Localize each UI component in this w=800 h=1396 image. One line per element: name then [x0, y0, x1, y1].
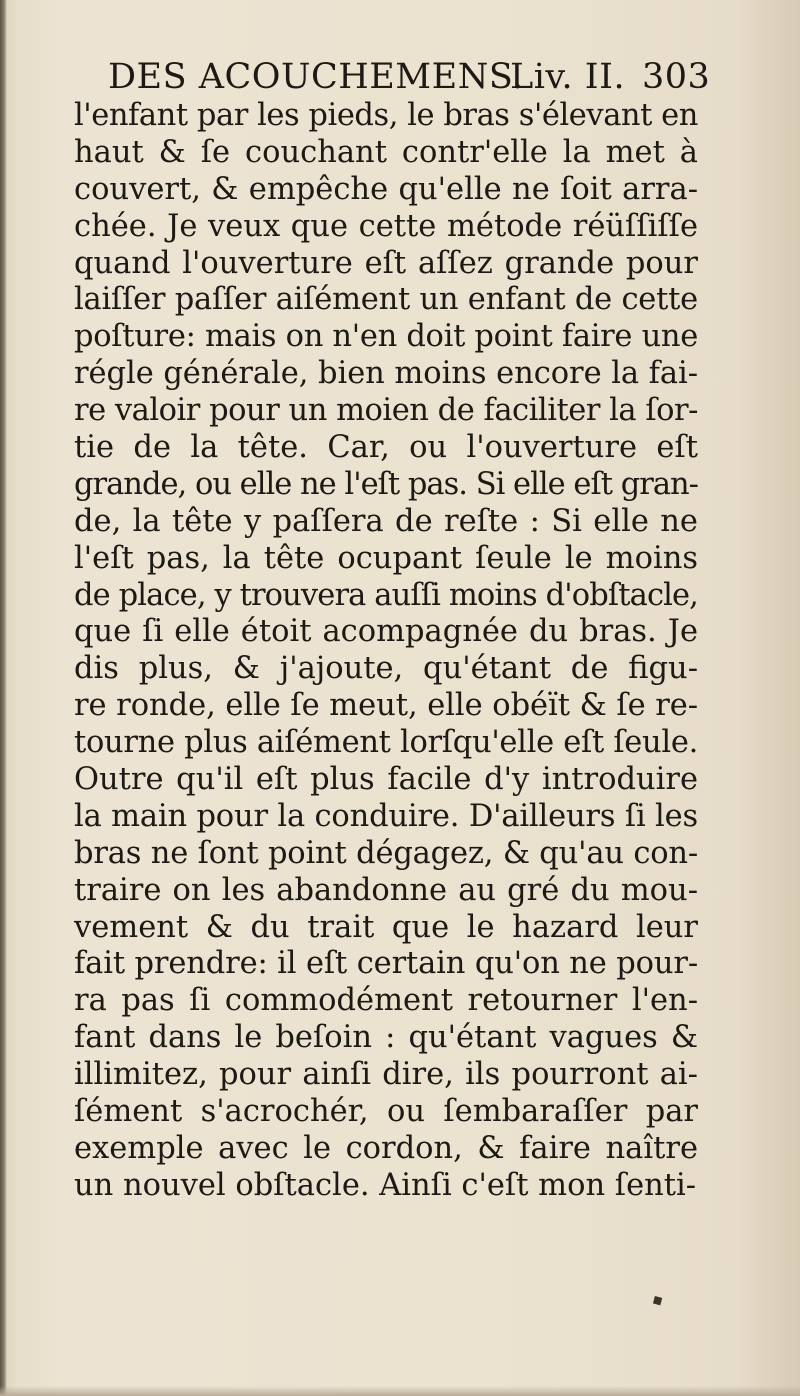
page-bottom-edge	[0, 1386, 800, 1396]
text-line: régle générale, bien moins encore la fai-	[74, 356, 699, 392]
text-line: illimitez, pour ainſi dire, ils pourront ai-	[74, 1057, 698, 1093]
text-line: dis plus, & j'ajoute, qu'étant de figu-	[74, 651, 698, 687]
running-head	[108, 56, 711, 98]
page-spine-shadow	[0, 0, 7, 1396]
text-line: grande, ou elle ne l'eſt pas. Si elle eſt gran-	[74, 466, 698, 502]
text-line: fait prendre: il eſt certain qu'on ne pour-	[74, 946, 698, 982]
page-number: 303	[642, 57, 711, 97]
ink-mark-icon: ◆	[648, 1290, 667, 1310]
text-line: couvert, & empêche qu'elle ne ſoit arra-	[74, 171, 698, 207]
text-line: la main pour la conduire. D'ailleurs ſi les	[74, 798, 698, 834]
text-line: de place, y trouvera auſſi moins d'obſtacle,	[74, 577, 698, 613]
text-line: poſture: mais on n'en doit point faire une	[74, 319, 698, 355]
text-line: bras ne ſont point dégagez, & qu'au con-	[74, 835, 698, 871]
text-line: ſément s'acrochér, ou ſembaraſſer par	[74, 1094, 698, 1130]
text-line: Outre qu'il eſt plus facile d'y introduire	[74, 762, 698, 798]
text-line: laiſſer paſſer aiſément un enfant de cette	[74, 282, 698, 318]
text-line: un nouvel obſtacle. Ainſi c'eſt mon ſenti-	[74, 1167, 697, 1203]
text-line: chée. Je veux que cette métode réüſſiſſe	[74, 208, 698, 244]
text-line: re valoir pour un moien de faciliter la ſor-	[74, 393, 698, 429]
text-line: tie de la tête. Car, ou l'ouverture eſt	[74, 430, 698, 466]
text-line: haut & ſe couchant contr'elle la met à	[74, 134, 698, 170]
text-line: quand l'ouverture eſt aſſez grande pour	[74, 245, 698, 281]
text-line: exemple avec le cordon, & faire naître	[74, 1130, 698, 1166]
text-line: vement & du trait que le hazard leur	[74, 909, 698, 945]
text-line: traire on les abandonne au gré du mou-	[74, 872, 698, 908]
text-line: re ronde, elle ſe meut, elle obéït & ſe re-	[74, 688, 698, 724]
text-line: tourne plus aiſément lorſqu'elle eſt ſeule.	[74, 725, 698, 761]
text-line: l'enfant par les pieds, le bras s'élevant en	[74, 98, 698, 133]
text-line: l'eſt pas, la tête ocupant ſeule le moins	[74, 540, 698, 576]
text-line: fant dans le beſoin : qu'étant vagues &	[74, 1020, 698, 1056]
body-text	[74, 98, 698, 1205]
running-head-book: Liv. II.	[510, 57, 626, 97]
running-head-title: DES ACOUCHEMENS.	[108, 57, 524, 97]
text-line: de, la tête y paſſera de reſte : Si elle ne	[74, 503, 698, 539]
text-line: ra pas ſi commodément retourner l'en-	[74, 983, 698, 1019]
text-line: que ſi elle étoit acompagnée du bras. Je	[74, 614, 698, 650]
